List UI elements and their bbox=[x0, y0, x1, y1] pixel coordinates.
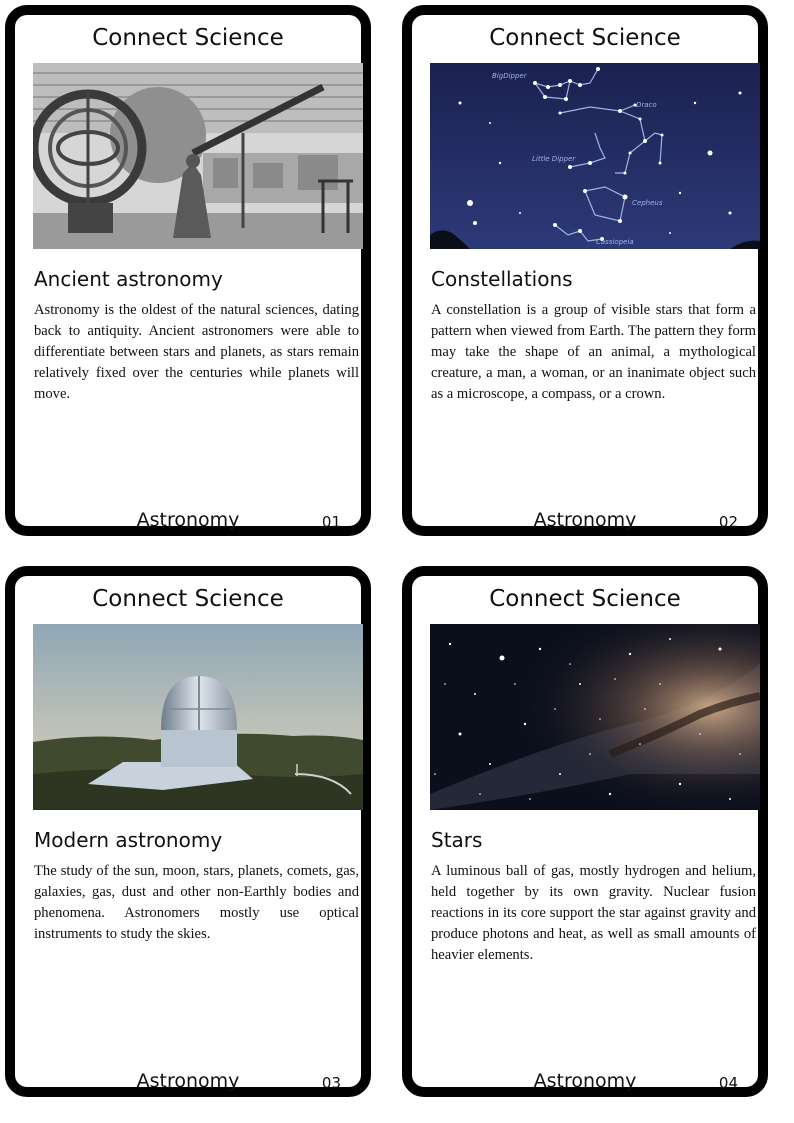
card-number: 03 bbox=[321, 1074, 341, 1092]
card-body: Astronomy is the oldest of the natural sciences, dating back to antiquity. Ancient astronomers were able to differentiate between stars and planets, as stars remain relatively fixed over the centuries while planets will move. bbox=[34, 302, 359, 402]
card-title: Stars bbox=[431, 828, 483, 852]
engraving-astronomer-icon bbox=[33, 63, 363, 249]
card-constellations bbox=[402, 5, 768, 536]
observatory-dome-icon bbox=[33, 624, 363, 810]
card-brand: Connect Science bbox=[489, 25, 681, 51]
card-body: The study of the sun, moon, stars, planets, comets, gas, galaxies, gas, dust and other non-Earthly bodies and phenomena. Astronomers mostly use optical instruments to study the skies. bbox=[34, 863, 359, 942]
card-stars bbox=[402, 566, 768, 1097]
card-body: A luminous ball of gas, mostly hydrogen and helium, held together by its own gravity. Nuclear fusion reactions in its core support the star against gravity and produce photons and heat, as well as small amounts of heavier elements. bbox=[431, 863, 756, 963]
card-title: Constellations bbox=[431, 267, 573, 291]
card-title: Ancient astronomy bbox=[34, 267, 223, 291]
card-brand: Connect Science bbox=[489, 586, 681, 612]
card-topic: Astronomy bbox=[533, 1070, 637, 1092]
label-draco: Draco bbox=[636, 101, 657, 109]
card-title: Modern astronomy bbox=[34, 828, 223, 852]
milky-way-icon bbox=[430, 624, 760, 810]
card-body: A constellation is a group of visible stars that form a pattern when viewed from Earth. The pattern they form may take the shape of an animal, a mythological creature, a man, a woman, or an inanimate object such as a microscope, a compass, or a crown. bbox=[431, 302, 756, 402]
card-number: 04 bbox=[718, 1074, 738, 1092]
card-number: 02 bbox=[718, 513, 738, 531]
label-little-dipper: Little Dipper bbox=[532, 155, 576, 163]
card-topic: Astronomy bbox=[136, 1070, 240, 1092]
card-number: 01 bbox=[321, 513, 341, 531]
card-modern-astronomy bbox=[5, 566, 371, 1097]
label-bigdipper: BigDipper bbox=[492, 72, 527, 80]
card-ancient-astronomy bbox=[5, 5, 371, 536]
label-cassiopeia: Cassiopeia bbox=[596, 238, 634, 246]
constellation-map-icon bbox=[430, 63, 760, 249]
card-brand: Connect Science bbox=[92, 586, 284, 612]
card-topic: Astronomy bbox=[136, 509, 240, 531]
card-brand: Connect Science bbox=[92, 25, 284, 51]
label-cepheus: Cepheus bbox=[632, 199, 663, 207]
card-topic: Astronomy bbox=[533, 509, 637, 531]
